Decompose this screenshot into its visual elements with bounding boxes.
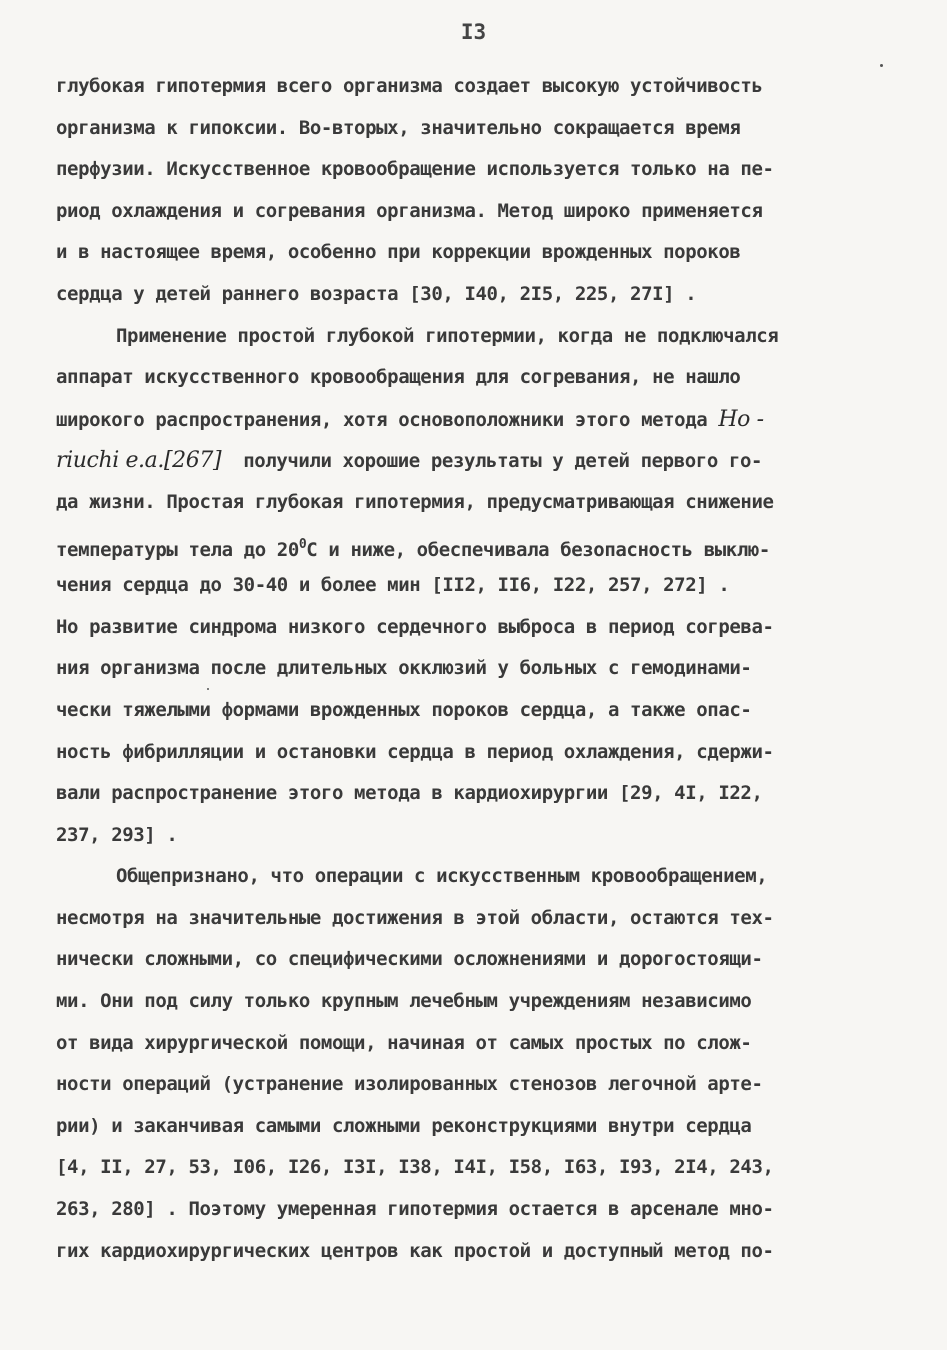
text-line: чения сердца до 30-40 и более мин [II2, II6, I22, 257, 272] .	[56, 574, 730, 597]
text-line: ния организма после длительных окклюзий у больных с гемодинами-	[56, 657, 752, 680]
text-segment: получили хорошие результаты у детей первого го-	[221, 450, 763, 473]
text-line: нически сложными, со специфическими осложнениями и дорогостоящи-	[56, 948, 763, 971]
text-segment: широкого распространения, хотя основоположники этого метода	[56, 408, 719, 431]
text-line: [4, II, 27, 53, I06, I26, I3I, I38, I4I, I58, I63, I93, 2I4, 243,	[56, 1156, 774, 1179]
text-line: перфузии. Искусственное кровообращение используется только на пе-	[56, 158, 774, 181]
text-line: от вида хирургической помощи, начиная от самых простых по слож-	[56, 1031, 752, 1054]
text-line: аппарат искусственного кровообращения для согревания, не нашло	[56, 366, 741, 389]
handwritten-citation: riuchi e.a.[267]	[56, 448, 222, 474]
text-line: 237, 293] .	[56, 823, 178, 846]
text-segment: С и ниже, обеспечивала безопасность выклю-	[306, 538, 770, 561]
text-line	[56, 399, 891, 441]
text-line: риод охлаждения и согревания организма. Метод широко применяется	[56, 199, 763, 222]
text-line: глубокая гипотермия всего организма создает высокую устойчивость	[56, 75, 763, 97]
text-line: несмотря на значительные достижения в этой области, остаются тех-	[56, 906, 774, 929]
text-line: вали распространение этого метода в кардиохирургии [29, 4I, I22,	[56, 782, 763, 805]
degree-superscript: 0	[298, 536, 307, 552]
text-line: сердца у детей раннего возраста [30, I40, 2I5, 225, 27I] .	[56, 282, 697, 305]
text-line: чески тяжелыми формами врожденных пороков сердца, а также опас-	[56, 698, 752, 721]
text-segment: температуры тела до 20	[56, 538, 299, 561]
scan-speck	[880, 64, 883, 67]
text-line: рии) и заканчивая самыми сложными реконструкциями внутри сердца	[56, 1114, 752, 1137]
paragraph-start-line: Общепризнано, что операции с искусственным кровообращением,	[116, 865, 768, 888]
text-line: и в настоящее время, особенно при коррекции врожденных пороков	[56, 241, 741, 264]
text-line: да жизни. Простая глубокая гипотермия, предусматривающая снижение	[56, 490, 774, 513]
text-line: ми. Они под силу только крупным лечебным учреждениям независимо	[56, 990, 752, 1013]
body-text	[56, 66, 891, 1272]
text-line: организма к гипоксии. Во-вторых, значительно сокращается время	[56, 116, 741, 139]
text-line: Но развитие синдрома низкого сердечного выброса в период согрева-	[56, 615, 774, 638]
text-line: 263, 280] . Поэтому умеренная гипотермия остается в арсенале мно-	[56, 1198, 774, 1221]
paragraph-start-line: Применение простой глубокой гипотермии, когда не подключался	[116, 324, 779, 347]
scan-speck	[207, 688, 209, 690]
text-line: гих кардиохирургических центров как простой и доступный метод по-	[56, 1239, 774, 1262]
page-number: I3	[460, 20, 487, 44]
text-line	[56, 440, 891, 482]
handwritten-author-name: Ho -	[718, 406, 764, 432]
text-line: ности операций (устранение изолированных стенозов легочной арте-	[56, 1073, 763, 1096]
text-line: ность фибрилляции и остановки сердца в период охлаждения, сдержи-	[56, 740, 774, 763]
text-line	[56, 524, 891, 566]
